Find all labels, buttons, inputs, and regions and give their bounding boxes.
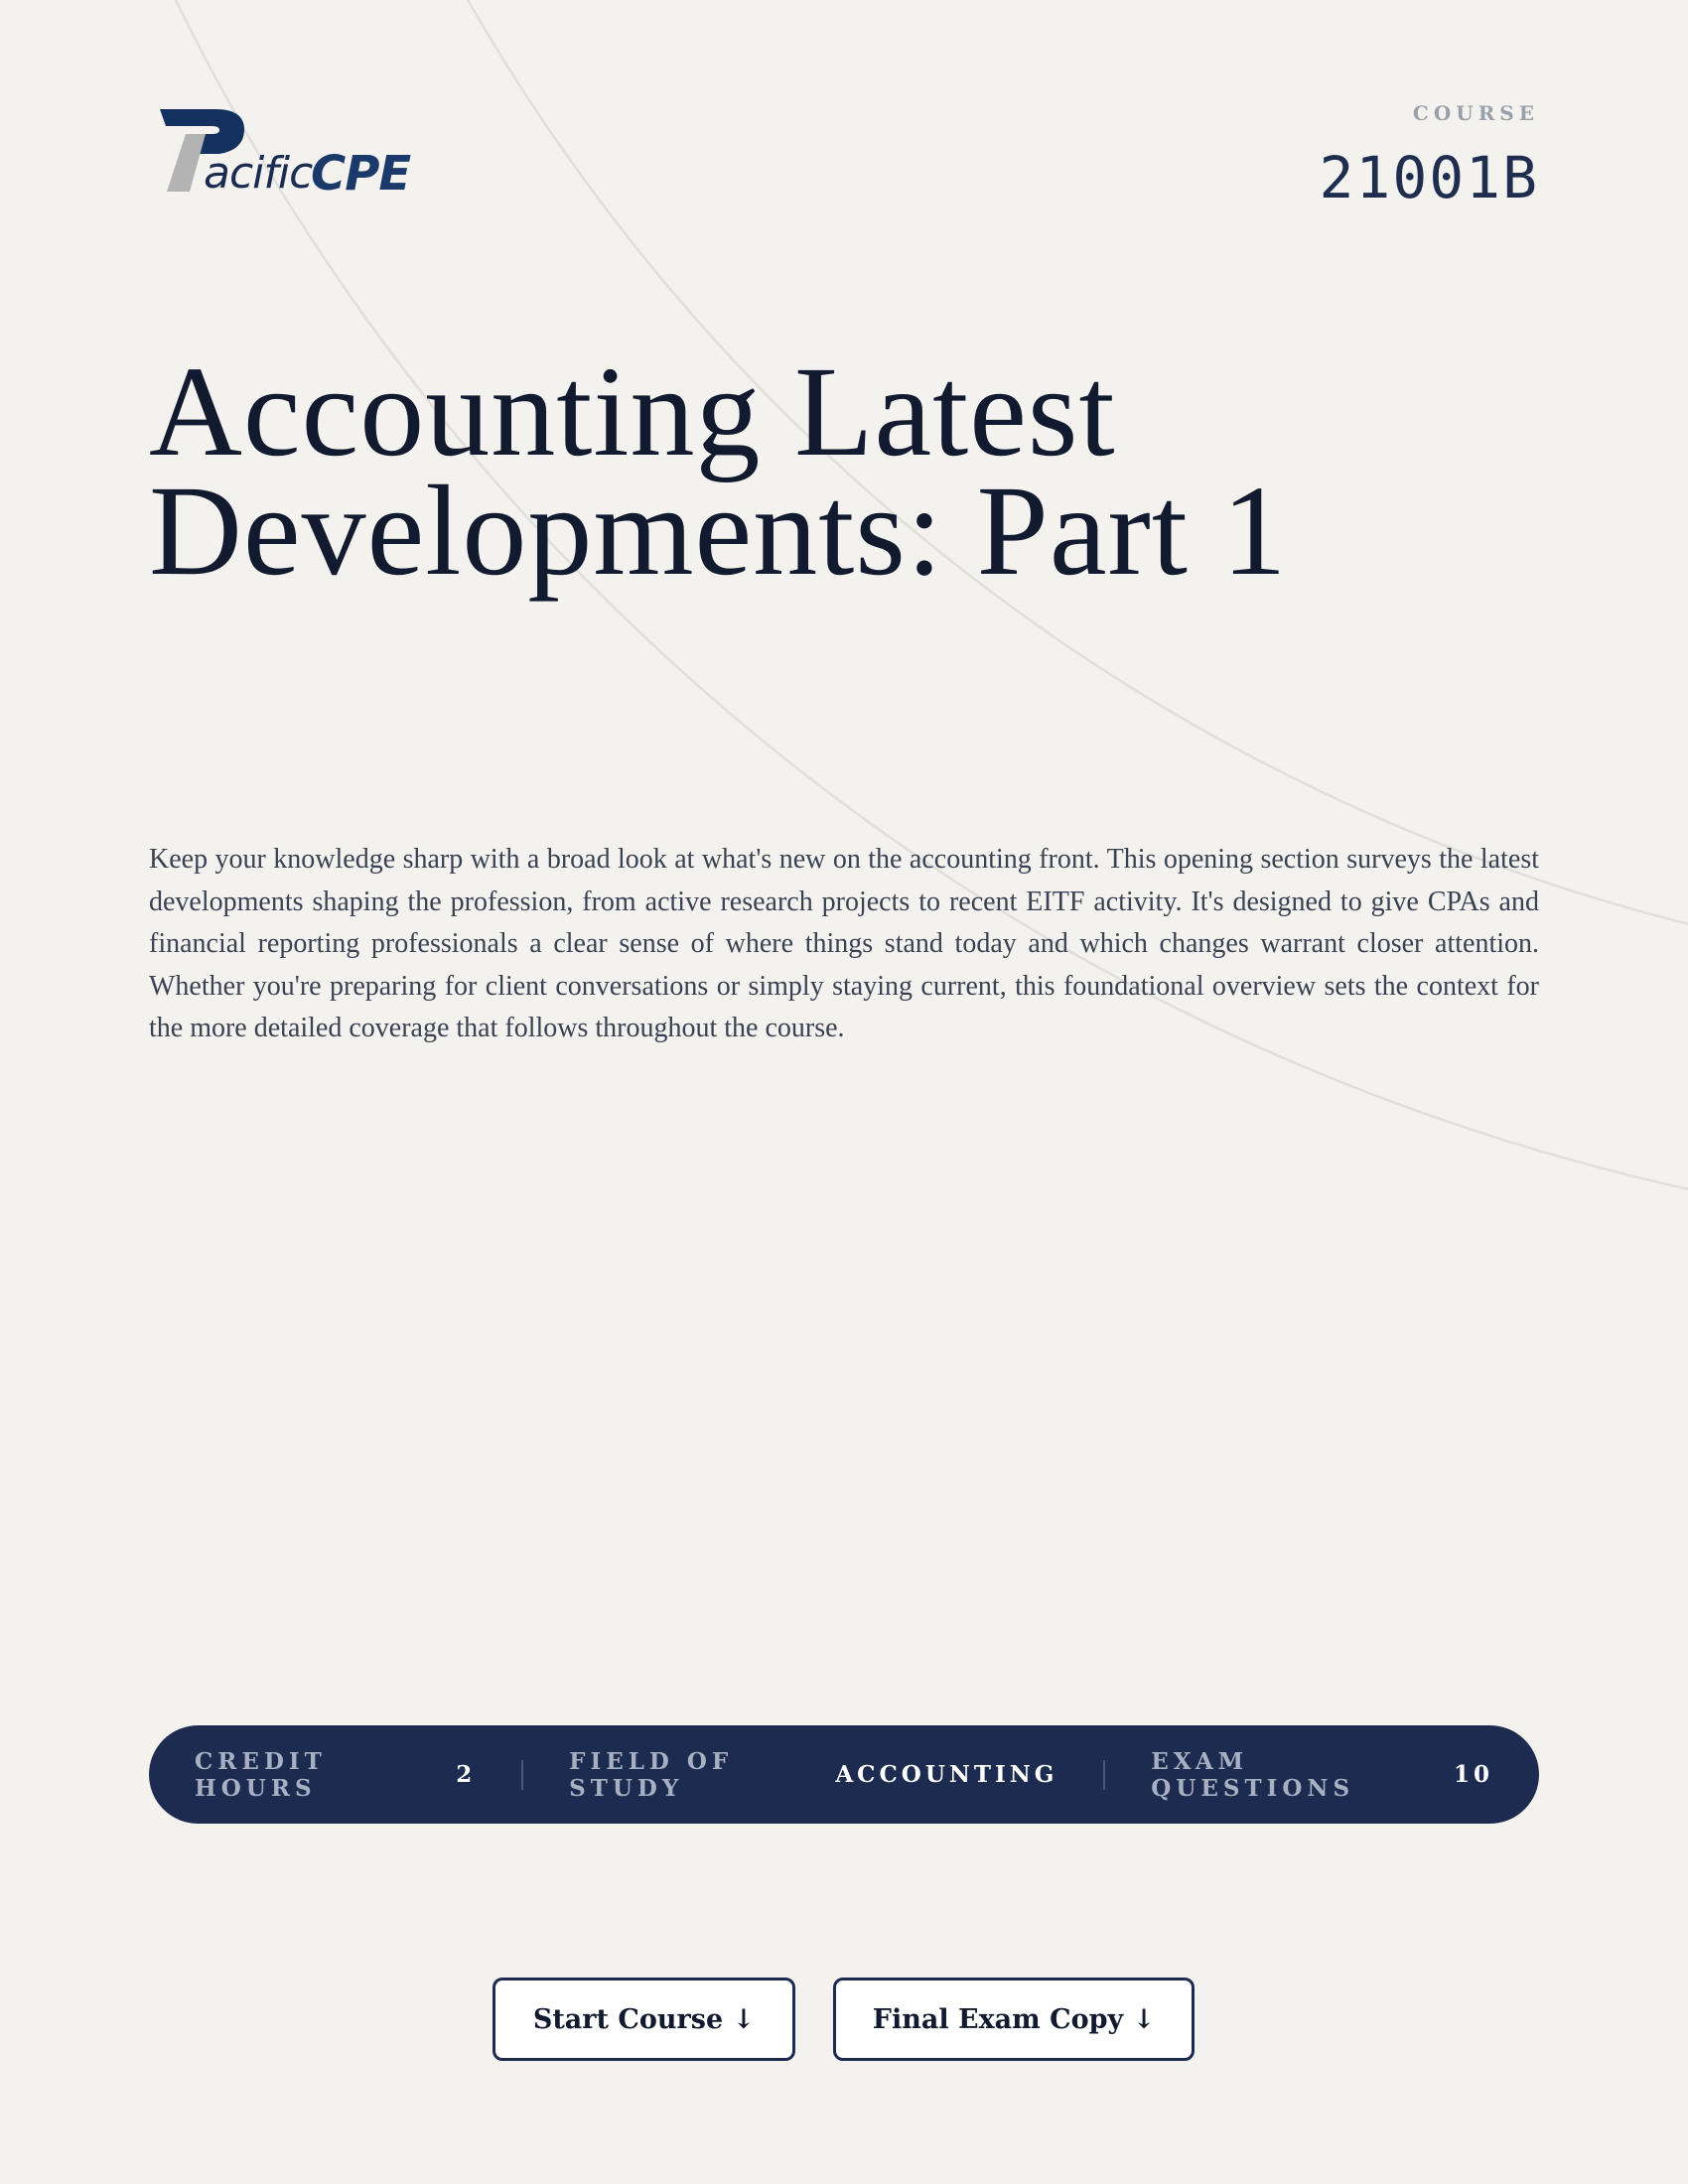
course-info-bar [149, 1725, 1539, 1824]
course-number: 21001B [1319, 144, 1539, 211]
credit-hours-item [149, 1748, 521, 1802]
field-of-study-item [523, 1748, 1103, 1802]
field-of-study-label: FIELD OF STUDY [569, 1747, 734, 1802]
logo-text-name: acific [204, 148, 313, 199]
field-of-study-value: ACCOUNTING [835, 1761, 1058, 1788]
exam-questions-label: EXAM QUESTIONS [1151, 1747, 1355, 1802]
pacific-cpe-logo[interactable] [154, 104, 411, 202]
start-course-button[interactable]: Start Course ↓ [492, 1978, 795, 2061]
exam-questions-value: 10 [1454, 1761, 1494, 1788]
credit-hours-value: 2 [456, 1761, 477, 1788]
page-title: Accounting Latest Developments: Part 1 [149, 341, 1288, 603]
final-exam-copy-button[interactable]: Final Exam Copy ↓ [833, 1978, 1195, 2061]
exam-questions-item [1105, 1748, 1539, 1802]
course-description: Keep your knowledge sharp with a broad look at what's new on the accounting front. This opening section surveys the latest developments shaping the profession, from active research projects to recent EITF activity. It's designed to give CPAs and financial reporting professionals a clear sense of where things stand today and which changes warrant closer attention. Whether you're preparing for client conversations or simply staying current, this foundational overview sets the context for the more detailed coverage that follows throughout the course. [149, 844, 1539, 1043]
logo-text-brand: CPE [311, 146, 411, 202]
credit-hours-label: CREDIT HOURS [195, 1747, 327, 1802]
course-label: COURSE [1412, 101, 1539, 125]
